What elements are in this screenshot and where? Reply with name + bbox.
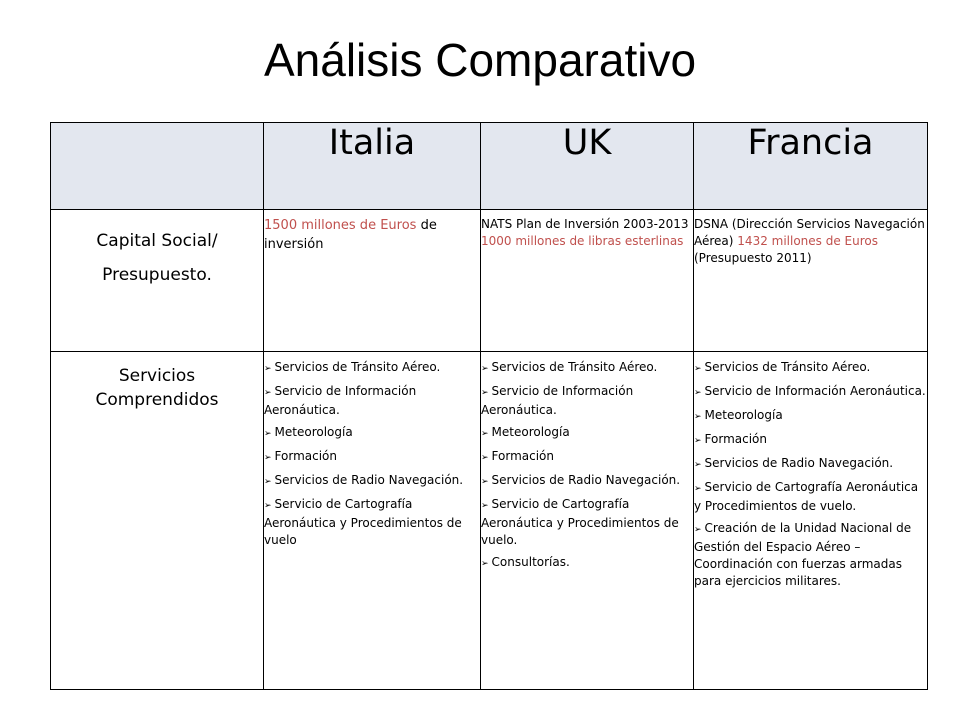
list-item-text: Servicios de Tránsito Aéreo. <box>491 360 658 374</box>
list-item-text: Formación <box>274 449 338 463</box>
capital-francia-text: DSNA (Dirección Servicios Navegación Aérea) <box>694 217 925 248</box>
capital-francia-text2: (Presupuesto 2011) <box>694 251 812 265</box>
arrow-bullet-icon: ➢ <box>264 364 272 374</box>
list-item <box>264 496 480 549</box>
list-item-text: Servicio de Cartografía Aeronáutica y Procedimientos de vuelo. <box>694 480 919 513</box>
arrow-bullet-icon: ➢ <box>694 364 702 374</box>
arrow-bullet-icon: ➢ <box>694 484 702 494</box>
arrow-bullet-icon: ➢ <box>694 412 702 422</box>
servicios-label-line2: Comprendidos <box>95 390 219 410</box>
list-item-text: Servicios de Tránsito Aéreo. <box>704 360 871 374</box>
servicios-label-line1: Servicios <box>118 366 196 386</box>
list-item <box>694 455 927 474</box>
list-item-text: Formación <box>704 432 768 446</box>
arrow-bullet-icon: ➢ <box>481 453 489 463</box>
servicios-row <box>51 352 928 690</box>
servicios-francia-cell <box>694 352 928 690</box>
list-item <box>481 448 693 467</box>
list-item <box>481 424 693 443</box>
arrow-bullet-icon: ➢ <box>481 501 489 511</box>
comparison-table <box>50 122 928 690</box>
list-item-text: Servicios de Radio Navegación. <box>274 473 464 487</box>
arrow-bullet-icon: ➢ <box>264 501 272 511</box>
list-item-text: Servicio de Información Aeronáutica. <box>704 384 926 398</box>
arrow-bullet-icon: ➢ <box>264 388 272 398</box>
list-item <box>264 448 480 467</box>
header-italia: Italia <box>264 123 481 210</box>
capital-francia-amount: 1432 millones de Euros <box>737 234 879 248</box>
list-item <box>264 472 480 491</box>
capital-label-line1: Capital Social/ <box>96 231 218 251</box>
arrow-bullet-icon: ➢ <box>481 429 489 439</box>
arrow-bullet-icon: ➢ <box>481 388 489 398</box>
capital-uk-cell <box>481 210 694 352</box>
list-item-text: Meteorología <box>491 425 570 439</box>
arrow-bullet-icon: ➢ <box>264 477 272 487</box>
capital-uk-text: NATS Plan de Inversión 2003-2013 <box>481 217 689 231</box>
header-row <box>51 123 928 210</box>
header-uk: UK <box>481 123 694 210</box>
servicios-uk-list <box>481 352 693 573</box>
servicios-label-cell <box>51 352 264 690</box>
servicios-uk-cell <box>481 352 694 690</box>
list-item <box>694 407 927 426</box>
list-item <box>694 479 927 515</box>
list-item <box>481 496 693 549</box>
list-item <box>481 383 693 419</box>
list-item-text: Servicios de Radio Navegación. <box>704 456 894 470</box>
list-item-text: Servicios de Tránsito Aéreo. <box>274 360 441 374</box>
list-item-text: Servicio de Cartografía Aeronáutica y Procedimientos de vuelo. <box>481 497 679 547</box>
arrow-bullet-icon: ➢ <box>694 525 702 535</box>
header-empty-cell <box>51 123 264 210</box>
list-item <box>694 359 927 378</box>
list-item <box>481 554 693 573</box>
arrow-bullet-icon: ➢ <box>264 429 272 439</box>
arrow-bullet-icon: ➢ <box>264 453 272 463</box>
capital-row <box>51 210 928 352</box>
capital-label-line2: Presupuesto. <box>102 265 212 285</box>
page-title: Análisis Comparativo <box>263 34 697 86</box>
list-item <box>694 383 927 402</box>
capital-uk-amount: 1000 millones de libras esterlinas <box>481 234 684 248</box>
capital-italia-text: de inversión <box>264 218 437 252</box>
list-item-text: Creación de la Unidad Nacional de Gestión del Espacio Aéreo – Coordinación con fuerzas armadas para ejercicios militares. <box>694 521 912 588</box>
list-item <box>264 383 480 419</box>
arrow-bullet-icon: ➢ <box>481 477 489 487</box>
arrow-bullet-icon: ➢ <box>481 559 489 569</box>
list-item-text: Meteorología <box>704 408 783 422</box>
list-item-text: Servicio de Información Aeronáutica. <box>481 384 634 417</box>
capital-label-cell <box>51 210 264 352</box>
arrow-bullet-icon: ➢ <box>694 460 702 470</box>
arrow-bullet-icon: ➢ <box>694 436 702 446</box>
list-item-text: Servicio de Cartografía Aeronáutica y Procedimientos de vuelo <box>264 497 462 547</box>
list-item-text: Formación <box>491 449 555 463</box>
servicios-francia-list <box>694 352 927 590</box>
arrow-bullet-icon: ➢ <box>694 388 702 398</box>
list-item <box>264 424 480 443</box>
list-item-text: Servicios de Radio Navegación. <box>491 473 681 487</box>
capital-francia-cell <box>694 210 928 352</box>
list-item <box>481 359 693 378</box>
list-item-text: Servicio de Información Aeronáutica. <box>264 384 417 417</box>
list-item <box>694 431 927 450</box>
list-item <box>264 359 480 378</box>
arrow-bullet-icon: ➢ <box>481 364 489 374</box>
list-item <box>694 520 927 590</box>
list-item <box>481 472 693 491</box>
header-francia: Francia <box>694 123 928 210</box>
capital-italia-cell <box>264 210 481 352</box>
servicios-italia-cell <box>264 352 481 690</box>
list-item-text: Meteorología <box>274 425 353 439</box>
capital-italia-amount: 1500 millones de Euros <box>264 218 417 233</box>
servicios-italia-list <box>264 352 480 549</box>
list-item-text: Consultorías. <box>491 555 570 569</box>
